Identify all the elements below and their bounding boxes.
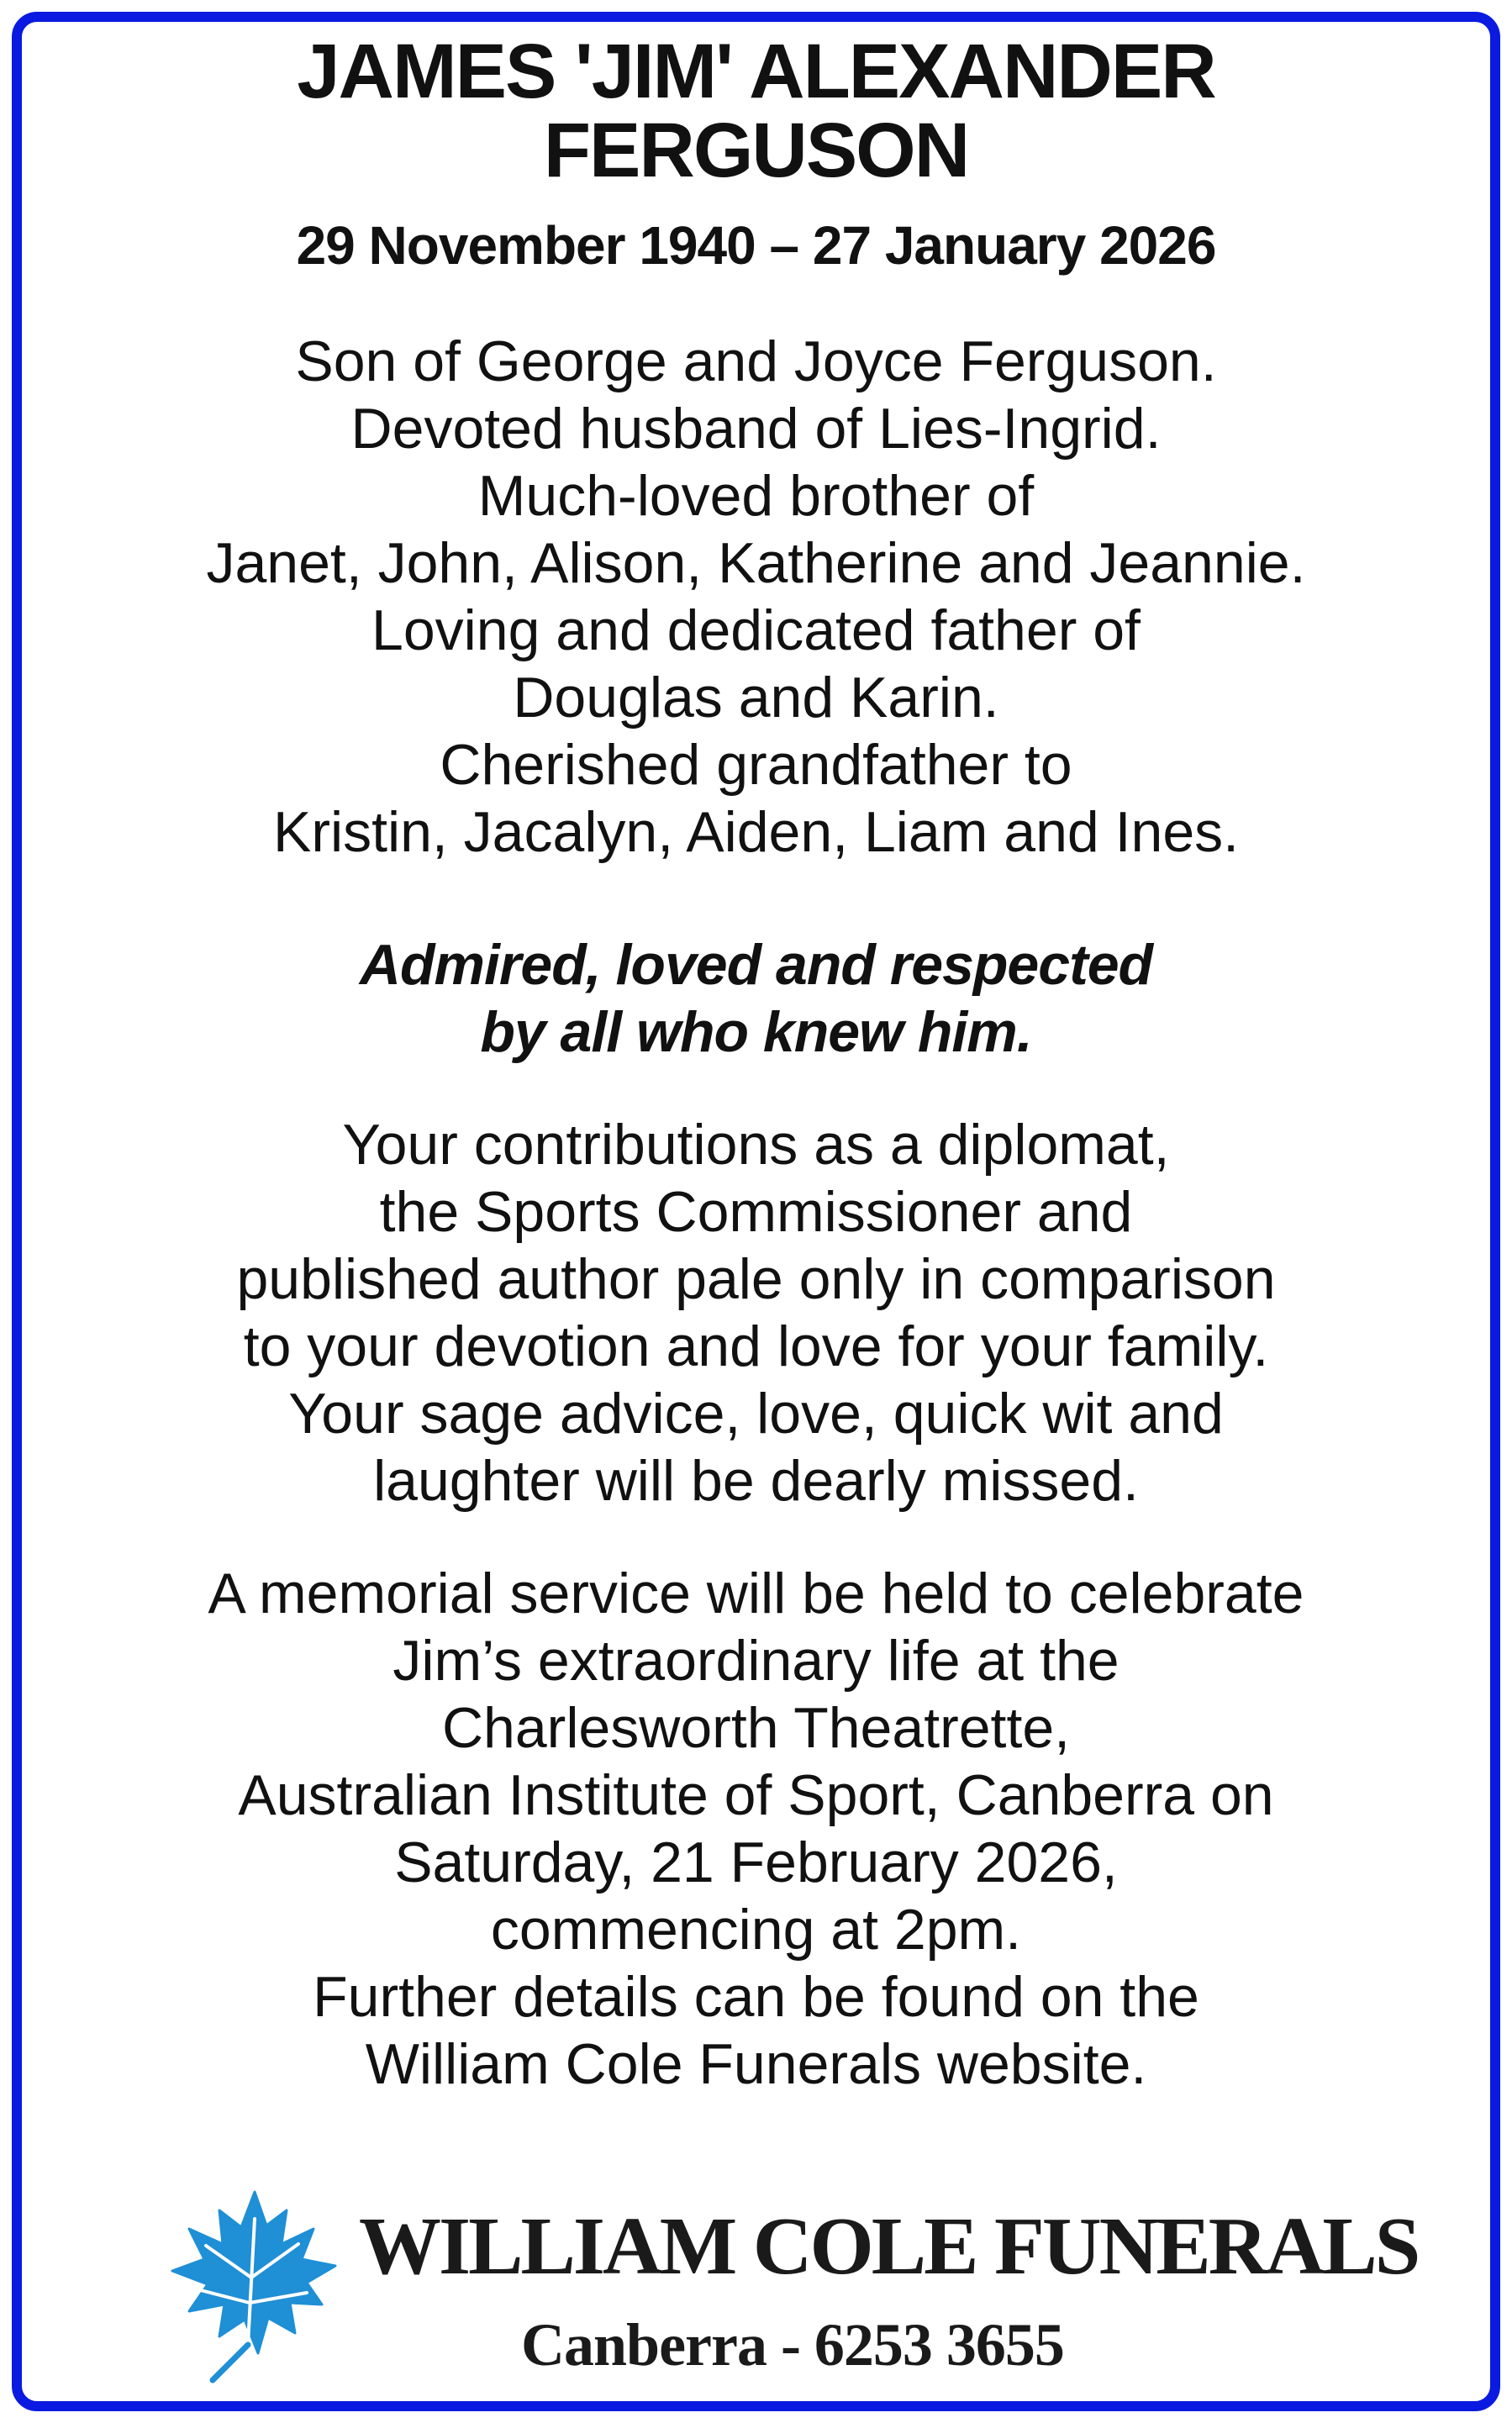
text-line: A memorial service will be held to celebrate — [208, 1562, 1304, 1625]
text-line: Douglas and Karin. — [513, 666, 999, 730]
funeral-home-phone: Canberra - 6253 3655 — [521, 2311, 1064, 2378]
text-line: Admired, loved and respected — [359, 933, 1153, 997]
text-line: Janet, John, Alison, Katherine and Jeannie. — [206, 531, 1306, 595]
deceased-name — [0, 0, 1512, 193]
family-paragraph — [0, 328, 1512, 866]
text-line: Cherished grandfather to — [440, 733, 1072, 797]
text-line: by all who knew him. — [480, 1000, 1032, 1064]
text-line: Charlesworth Theatrette, — [441, 1696, 1071, 1760]
funeral-home-name: WILLIAM COLE FUNERALS — [359, 2201, 1419, 2292]
text-line: Australian Institute of Sport, Canberra on — [238, 1763, 1274, 1827]
contributions-paragraph — [0, 1111, 1512, 1514]
name-line: FERGUSON — [543, 108, 969, 193]
text-line: Jim’s extraordinary life at the — [392, 1629, 1120, 1693]
text-line: Kristin, Jacalyn, Aiden, Liam and Ines. — [272, 800, 1240, 864]
text-line: Your contributions as a diplomat, — [342, 1113, 1170, 1177]
text-line: Devoted husband of Lies-Ingrid. — [350, 397, 1162, 461]
funeral-home-logo — [164, 2185, 1419, 2395]
name-line: JAMES 'JIM' ALEXANDER — [297, 29, 1215, 114]
maple-leaf-icon — [164, 2185, 340, 2387]
text-line: commencing at 2pm. — [490, 1898, 1022, 1962]
life-dates: 29 November 1940 – 27 January 2026 — [296, 215, 1216, 276]
text-line: Son of George and Joyce Ferguson. — [295, 329, 1217, 393]
text-line: Further details can be found on the — [313, 1965, 1199, 2029]
tribute-paragraph — [0, 931, 1512, 1066]
text-line: William Cole Funerals website. — [365, 2032, 1147, 2096]
text-line: to your devotion and love for your family. — [243, 1314, 1269, 1378]
text-line: Saturday, 21 February 2026, — [394, 1830, 1118, 1894]
text-line: Much-loved brother of — [477, 464, 1035, 528]
service-paragraph — [0, 1560, 1512, 2098]
text-line: laughter will be dearly missed. — [373, 1449, 1139, 1513]
text-line: Loving and dedicated father of — [371, 598, 1141, 662]
text-line: published author pale only in comparison — [236, 1247, 1276, 1311]
text-line: Your sage advice, love, quick wit and — [288, 1382, 1224, 1446]
text-line: the Sports Commissioner and — [379, 1180, 1133, 1244]
